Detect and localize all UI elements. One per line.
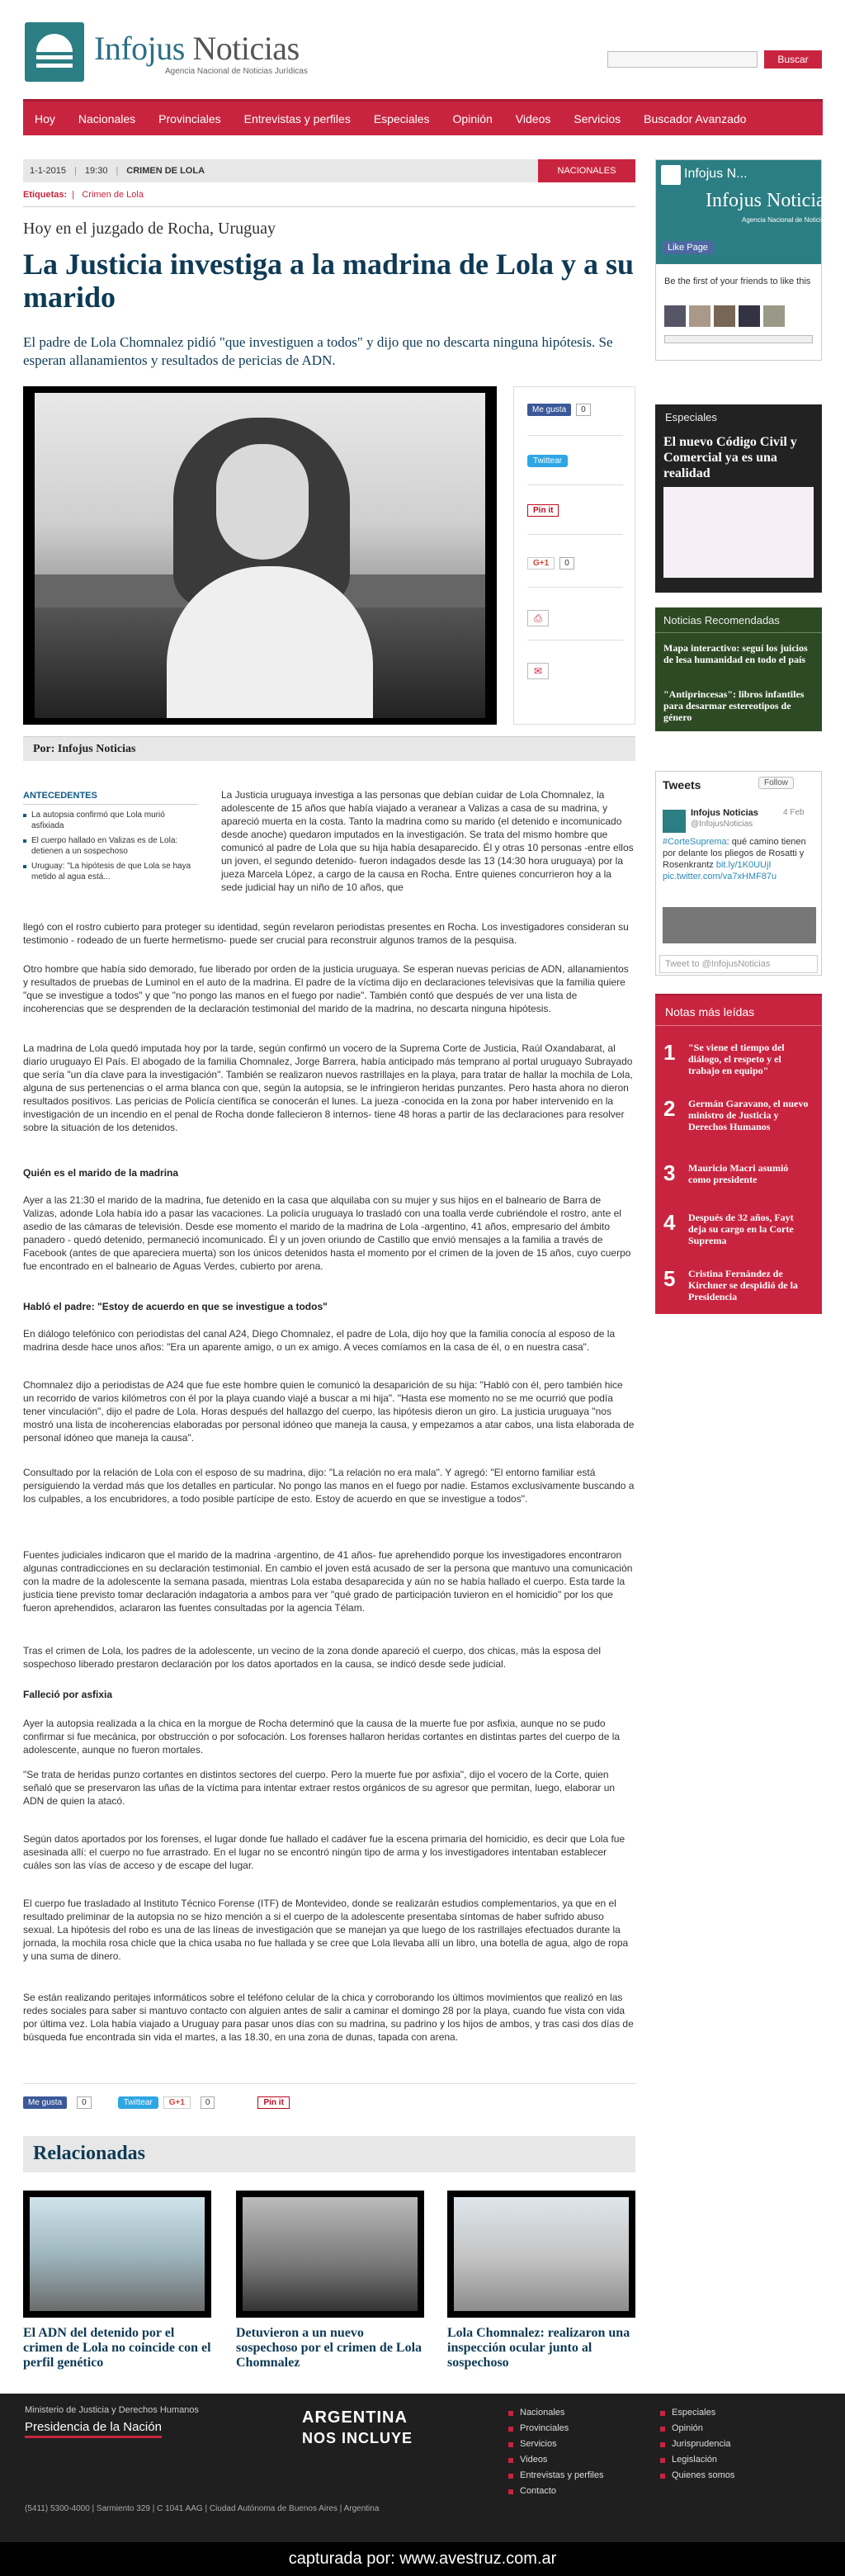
article-headline: La Justicia investiga a la madrina de Lola y a su marido <box>23 248 635 314</box>
article-paragraph: "Se trata de heridas punzo cortantes en distintos sectores del cuerpo. Pero la muerte fue por asfixia", dijo el vocero de la Corte, quien señaló que se preservaron las uñas de la víctima para intentar extraer restos orgánicos de su agresor que permitan, luego, elaborar un ADN de quien la atacó. <box>23 1769 616 1807</box>
avatar[interactable] <box>739 305 760 327</box>
tweet-handle[interactable]: @InfojusNoticias <box>691 820 753 829</box>
footer-link[interactable]: Opinión <box>660 2421 734 2437</box>
meta-separator: | <box>116 166 119 176</box>
print-widget <box>527 610 549 626</box>
article-subheading: Habló el padre: "Estoy de acuerdo en que se investigue a todos" <box>23 1301 328 1312</box>
mas-leida-title[interactable]: Cristina Fernández de Kirchner se despidió de la Presidencia <box>688 1268 798 1302</box>
recomendadas-label: Noticias Recomendadas <box>663 614 780 626</box>
footer-links-col1 <box>508 2405 603 2499</box>
article-paragraph: La Justicia uruguaya investiga a las personas que debían cuidar de Lola Chomnalez, la adolescente de 15 años que había viajado a veranear a Valizas a casa de su madrina, y apareció muerta en la costa. Tanto la madrina como su marido (el detenido e incomunicado desde anoche) quedaron imputados en la investigación. Se trata del mismo hombre que comunicó al padre de Lola que su hija había desaparecido. Él y otras 10 personas -entre ellos un joven, el segundo detenido- fueron indagados desde las 13 (14:30 hora uruguaya) por la jueza Marcela López, a cargo de la causa en Rocha. Entre quienes concurrieron hoy a la sede judicial hay un niño de 10 años, que <box>221 789 634 893</box>
footer-address: (5411) 5300-4000 | Sarmiento 329 | C 1041 AAG | Ciudad Autónoma de Buenos Aires | Argentina <box>25 2504 380 2513</box>
mas-leidas-label: Notas más leídas <box>665 1005 755 1019</box>
footer-ministerio: Ministerio de Justicia y Derechos Humanos <box>25 2405 199 2415</box>
avatar[interactable] <box>664 305 686 327</box>
divider <box>527 484 623 485</box>
rank-number: 5 <box>663 1266 676 1291</box>
search-button[interactable]: Buscar <box>764 50 822 69</box>
footer-link[interactable]: Servicios <box>508 2437 603 2452</box>
especiales-box[interactable] <box>655 404 822 593</box>
article-paragraph: El cuerpo fue trasladado al Instituto Técnico Forense (ITF) de Montevideo, donde se realizarán estudios complementarios, ya que en el resultado preliminar de la autopsia no se hizo mención a si el cuerpo de la adolescente presentaba síntomas de haber sufrido abuso sexual. La hipótesis del robo es una de las líneas de investigación que se manejan ya que luego de los rastrillajes efectuados durante la jornada, la mochila rosa chicle que la chica usaba no fue hallada y se cree que Lola llevaba allí un libro, una botella de agua, algo de ropa y una suma de dinero. <box>23 1898 629 1962</box>
fb-like-button[interactable]: Me gusta <box>23 2096 67 2109</box>
logo-title: Infojus Noticias <box>94 30 300 67</box>
rank-number: 3 <box>663 1160 676 1185</box>
nav-item-nacionales[interactable]: Nacionales <box>78 111 136 125</box>
fb-like-widget <box>527 404 591 416</box>
article-paragraph: Chomnalez dijo a periodistas de A24 que fue este hombre quien le comunicó la desaparición de su hija: "Habló con él, pero también hice un recorrido de varios kilómetros con él por la playa cuando viajé a buscar a mi hija". "Hasta ese momento no se me ocurrió que podía tener vinculación", dijo el padre de Lola. Horas después del hallazgo del cuerpo, las hipótesis dieron un giro. La justicia uruguaya "nos mostró una lista de incoherencias elaboradas por personal idóneo que maneja la causa, y empezamos a atar cabos, una lista elaborada de personal idóneo que maneja la causa". <box>23 1379 635 1444</box>
search-input[interactable] <box>607 51 758 68</box>
tags-label: Etiquetas: <box>23 190 68 200</box>
article-paragraph: Consultado por la relación de Lola con el esposo de su madrina, dijo: "La relación no era mala". Y agregó: "El entorno familiar está persiguiendo la verdad más que los detalles en particular. No pongo las manos en el fuego por nadie. Estamos exclusivamente buscando a los culpables, a los encubridores, a todo posible partícipe de esto. Estoy de acuerdo en que se investigue a todos". <box>23 1467 635 1505</box>
site-logo[interactable] <box>25 22 330 82</box>
tweets-label: Tweets <box>663 778 701 792</box>
avatar[interactable] <box>663 810 686 833</box>
nav-item-buscador[interactable]: Buscador Avanzado <box>644 111 747 125</box>
category-badge[interactable]: NACIONALES <box>538 159 635 182</box>
article-paragraph: En diálogo telefónico con periodistas del canal A24, Diego Chomnalez, el padre de Lola, dijo hoy que la familia conocía al esposo de la madrina desde hace unos años: "Era un aparente amigo, o un ex amigo. A veces comíamos en la casa de él, o en nuestra casa". <box>23 1328 616 1353</box>
photo-image <box>35 393 485 718</box>
rank-number: 4 <box>663 1210 676 1235</box>
fb-like-page-button[interactable]: Like Page <box>663 241 713 254</box>
photo-caption: Por: Infojus Noticias <box>23 736 635 761</box>
fb-cover-subtitle: Agencia Nacional de Noticias <box>742 216 828 224</box>
gplus-count: 0 <box>559 557 574 570</box>
footer-slogan-line1: ARGENTINA <box>302 2408 408 2427</box>
nav-item-videos[interactable]: Videos <box>515 111 551 125</box>
footer-link[interactable]: Contacto <box>508 2484 603 2499</box>
tweet-button[interactable]: Twittear <box>118 2096 158 2109</box>
meta-separator: | <box>69 190 80 200</box>
footer-link[interactable]: Entrevistas y perfiles <box>508 2468 603 2484</box>
mas-leida-title[interactable]: Después de 32 años, Fayt deja su cargo en la Corte Suprema <box>688 1212 794 1246</box>
article-subheading: Falleció por asfixia <box>23 1689 113 1700</box>
recomendadas-box <box>655 607 822 731</box>
pinterest-widget <box>527 504 559 517</box>
divider <box>527 534 623 535</box>
footer-link[interactable]: Legislación <box>660 2452 734 2468</box>
mas-leida-title[interactable]: Mauricio Macri asumió como presidente <box>688 1162 789 1185</box>
article-photo <box>23 386 497 725</box>
main-nav <box>23 99 823 135</box>
fb-page-cover[interactable] <box>656 160 833 264</box>
site-header <box>0 0 845 97</box>
gplus-widget <box>527 557 574 570</box>
recomendada-link[interactable]: "Antiprincesas": libros infantiles para desarmar estereotipos de género <box>663 688 805 723</box>
fb-like-count: 0 <box>77 2096 92 2109</box>
share-panel <box>513 386 635 725</box>
recomendada-link[interactable]: Mapa interactivo: seguí los juicios de lesa humanidad en todo el país <box>663 642 808 665</box>
avatar[interactable] <box>714 305 735 327</box>
especiales-image[interactable] <box>663 487 814 578</box>
gplus-count: 0 <box>201 2096 215 2109</box>
article-time: 19:30 <box>84 166 108 176</box>
twitter-timeline <box>655 771 822 976</box>
footer-link[interactable]: Quienes somos <box>660 2468 734 2484</box>
avatar[interactable] <box>689 305 710 327</box>
related-thumbnail[interactable] <box>447 2191 635 2318</box>
article-paragraph: Tras el crimen de Lola, los padres de la adolescente, un vecino de la zona donde apareció el cuerpo, dos chicas, más la esposa del sospechoso liberado prestaron declaración por los datos aportados en la causa, se indicó desde sede judicial. <box>23 1645 601 1670</box>
tweet-input[interactable]: Tweet to @InfojusNoticias <box>659 955 818 973</box>
footer-links-col2 <box>660 2405 734 2484</box>
nav-item-servicios[interactable]: Servicios <box>574 111 621 125</box>
article-date: 1-1-2015 <box>30 166 67 176</box>
pin-it-button[interactable]: Pin it <box>257 2096 289 2109</box>
article-paragraph: La madrina de Lola quedó imputada hoy por la tarde, según confirmó un vocero de la Suprema Corte de Justicia, Raúl Oxandabarat, al diario uruguayo El País. El abogado de la familia Chomnalez, Jorge Barrera, había anticipado más temprano al portal uruguayo Subrayado que sería "un día clave para la investigación". También se realizaron nuevos rastrillajes en la playa, para tratar de hallar la mochila de Lola, alguna de sus pertenencias o el arma blanca con que, según la autopsia, se le infringieron heridas punzantes. Pero hasta ahora no dieron resultados positivos. Las pericias de Policía científica se conocerán el lunes. La jueza -conocida en la zona por haber intervenido en la investigación de un incendio en el penal de Rocha donde fallecieron 8 internos- tiene 48 horas a partir de las declaraciones para resolver sobre la situación de los detenidos. <box>23 1042 633 1133</box>
related-title[interactable]: El ADN del detenido por el crimen de Lola no coincide con el perfil genético <box>23 2326 211 2370</box>
related-title[interactable]: Lola Chomnalez: realizaron una inspección ocular junto al sospechoso <box>447 2326 630 2370</box>
email-icon[interactable]: ✉ <box>527 663 549 679</box>
antecedentes-title: ANTECEDENTES <box>23 791 198 805</box>
especiales-label: Especiales <box>665 411 717 423</box>
divider <box>527 587 623 588</box>
mas-leida-title[interactable]: "Se viene el tiempo del diálogo, el respeto y el trabajo en equipo" <box>688 1042 785 1076</box>
logo-subtitle: Agencia Nacional de Noticias Jurídicas <box>165 67 308 76</box>
footer-link[interactable]: Videos <box>508 2452 603 2468</box>
tweet-date[interactable]: 4 Feb <box>783 808 805 817</box>
pin-it-button[interactable]: Pin it <box>527 504 559 517</box>
related-item[interactable] <box>236 2191 424 2370</box>
divider <box>23 2083 635 2084</box>
footer-link[interactable]: Nacionales <box>508 2405 603 2421</box>
related-thumbnail[interactable] <box>236 2191 424 2318</box>
fb-first-friends: Be the first of your friends to like this <box>664 277 811 286</box>
divider <box>527 435 623 436</box>
twitter-widget <box>527 455 568 467</box>
related-title[interactable]: Detuvieron a un nuevo sospechoso por el crimen de Lola Chomnalez <box>236 2326 422 2370</box>
related-thumbnail[interactable] <box>23 2191 211 2318</box>
fb-like-button[interactable]: Me gusta <box>527 404 571 416</box>
horizontal-scrollbar[interactable] <box>664 335 813 343</box>
antecedente-link[interactable]: Uruguay: "La hipótesis de que Lola se haya metido al agua está... <box>23 861 198 882</box>
related-item[interactable] <box>23 2191 211 2370</box>
gplus-button[interactable]: G+1 <box>527 557 555 570</box>
divider <box>655 1025 822 1026</box>
fb-page-avatar <box>661 165 681 185</box>
facebook-page-widget <box>655 159 833 361</box>
fb-friend-thumbnails <box>664 305 788 327</box>
nav-item-hoy[interactable]: Hoy <box>35 111 55 125</box>
avatar[interactable] <box>763 305 785 327</box>
capture-watermark: capturada por: www.avestruz.com.ar <box>0 2542 845 2576</box>
share-bar-bottom <box>23 2096 295 2109</box>
footer-link[interactable]: Provinciales <box>508 2421 603 2437</box>
article-paragraph: llegó con el rostro cubierto para proteger su identidad, según revelaron periodistas presentes en Rocha. Los investigadores consideran su testimonio - rodeado de un fuerte hermetismo- puede ser crucial para reconstruir algunos tramos de la pesquisa. <box>23 921 629 946</box>
antecedente-link[interactable]: El cuerpo hallado en Valizas es de Lola: detienen a un sospechoso <box>23 835 198 857</box>
footer-slogan-line2: NOS INCLUYE <box>302 2430 413 2446</box>
footer-presidencia[interactable]: Presidencia de la Nación <box>25 2420 162 2438</box>
nav-item-entrevistas[interactable]: Entrevistas y perfiles <box>243 111 351 125</box>
nav-item-provinciales[interactable]: Provinciales <box>158 111 221 125</box>
related-header: Relacionadas <box>23 2136 635 2172</box>
rank-number: 1 <box>663 1040 676 1065</box>
divider <box>655 632 822 633</box>
tweet-author[interactable]: Infojus Noticias <box>691 808 758 818</box>
mas-leida-title[interactable]: Germán Garavano, el nuevo ministro de Justicia y Derechos Humanos <box>688 1098 809 1132</box>
tweet-button[interactable]: Twittear <box>527 455 568 467</box>
gplus-button[interactable]: G+1 <box>163 2096 191 2109</box>
fb-page-name[interactable]: Infojus N... <box>684 167 748 181</box>
rank-number: 2 <box>663 1096 676 1121</box>
article-paragraph: Se están realizando peritajes informáticos sobre el teléfono celular de la chica y corroborando los últimos movimientos que realizó en las redes sociales para saber si mantuvo contacto con alguien antes de salir a caminar el domingo 28 por la playa, cuando fue vista con vida por última vez. Lola había viajado a Uruguay para pasar unos días con su madrina, su padrino y los hijos de ambos, y tras casi dos días de búsqueda fue encontrada sin vida el martes, a las 18.30, en una zona de dunas, tapada con arena. <box>23 1992 634 2043</box>
fb-like-count: 0 <box>576 404 591 416</box>
article-summary: El padre de Lola Chomnalez pidió "que investiguen a todos" y dijo que no descarta ninguna hipótesis. Se esperan allanamientos y resultados de pericias de ADN. <box>23 334 613 368</box>
article-paragraph: Fuentes judiciales indicaron que el marido de la madrina -argentino, de 41 años- fue aprehendido porque los investigadores encontraron algunas contradicciones en su declaración testimonial. En cambio el joven está acusado de ser la persona que mantuvo una comunicación con la madre de la adolescente la semana pasada, mientras Lola estaba desaparecida y aún no se había hallado el cuerpo. Esta tarde la justicia tiene previsto tomar declaración indagatoria a ambos para ver "qué grado de participación tuvieron en el homicidio" por los que fueron aprehendidos, aclararon las fuentes consultadas por la agencia Télam. <box>23 1549 633 1614</box>
especiales-title[interactable]: El nuevo Código Civil y Comercial ya es una realidad <box>663 435 797 480</box>
tags-row <box>23 190 144 200</box>
print-icon[interactable]: ⎙ <box>527 610 549 626</box>
mas-leidas-box <box>655 994 822 1314</box>
article-kicker: Hoy en el juzgado de Rocha, Uruguay <box>23 220 276 238</box>
article-subheading: Quién es el marido de la madrina <box>23 1167 179 1179</box>
article-paragraph: Ayer a las 21:30 el marido de la madrina, fue detenido en la casa que alquilaba con su mujer y sus hijos en el balneario de Barra de Valizas, adonde Lola había ido a pasar las vacaciones. La policía uruguaya lo trasladó con una toalla verde cubriéndole el rostro, ante el asedio de las cámaras de televisión. Desde ese momento el marido de la madrina de Lola -argentino, 41 años, empresario del ámbito panadero - quedó detenido, permaneció incomunicado. Él y un joven oriundo de Castillo que envió mensajes a la familia a través de Facebook (antes de que apareciera muerta) son los únicos detenidos hasta el momento por el crimen de la joven de 15 años, cuyo cuerpo fue encontrado en el balneario de Aguas Verdes, cubierto por arena. <box>23 1194 631 1272</box>
divider <box>23 206 635 207</box>
article-section[interactable]: CRIMEN DE LOLA <box>126 166 205 176</box>
article-paragraph: Según datos aportados por los forenses, el lugar donde fue hallado el cadáver fue la escena primaria del homicidio, es decir que Lola fue asesinada allí: el cuerpo no fue arrastrado. En el lugar no se encontró ningún tipo de arma y los investigadores intentaban establecer cuáles son las vías de acceso y de escape del lugar. <box>23 1833 625 1871</box>
email-widget <box>527 663 549 679</box>
article-paragraph: Otro hombre que había sido demorado, fue liberado por orden de la justicia uruguaya. Se esperan nuevas pericias de ADN, allanamientos y resultados de pruebas de Luminol en el auto de la madrina. El padre de la víctima dijo en declaraciones televisivas que la familia quiere "que se investigue a todos" y que "no pongo las manos en el fuego por nadie". También contó que después de ver una lista de incoherencias que se desprenden de la declaración testimonial del marido de la madrina, no descarta ninguna hipótesis. <box>23 963 629 1014</box>
tag-link[interactable]: Crimen de Lola <box>82 190 144 200</box>
nav-item-opinion[interactable]: Opinión <box>452 111 493 125</box>
tweet-image[interactable] <box>663 907 816 943</box>
related-item[interactable] <box>447 2191 635 2370</box>
antecedente-link[interactable]: La autopsia confirmó que Lola murió asfixiada <box>23 810 198 831</box>
article-paragraph: Ayer la autopsia realizada a la chica en la morgue de Rocha determinó que la causa de la muerte fue por asfixia, aunque no se pudo confirmar si fue mecánica, por obstrucción o por sofocación. Los forenses hallaron heridas cortantes en distintas partes del cuerpo de la adolescente, aunque no fueron mortales. <box>23 1718 621 1756</box>
footer-link[interactable]: Especiales <box>660 2405 734 2421</box>
footer-link[interactable]: Jurisprudencia <box>660 2437 734 2452</box>
meta-separator: | <box>74 166 77 176</box>
logo-icon <box>25 22 84 82</box>
tweet-text: #CorteSuprema: qué camino tienen por delante los pliegos de Rosatti y Rosenkrantz bit.ly/1K0UUjI pic.twitter.com/va7xHMF87u <box>663 837 806 882</box>
antecedentes-box <box>23 791 198 886</box>
fb-cover-logo: Infojus Noticias <box>706 190 833 211</box>
nav-item-especiales[interactable]: Especiales <box>373 111 430 125</box>
follow-button[interactable]: Follow <box>758 777 794 789</box>
